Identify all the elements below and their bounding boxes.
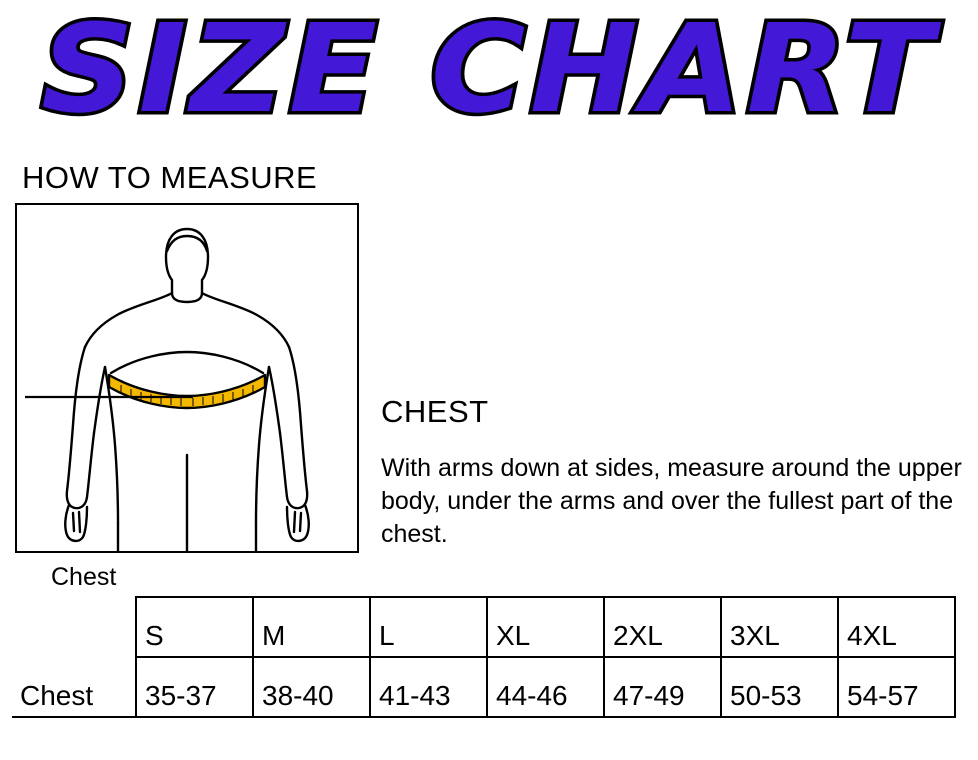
table-row [12,657,955,717]
table-row [12,597,955,657]
chest-value-m: 38-40 [253,657,370,717]
table-corner-cell [12,597,136,657]
page-title: SIZE CHART [41,0,937,140]
size-header-4xl: 4XL [838,597,955,657]
male-torso-illustration [17,205,357,551]
size-header-3xl: 3XL [721,597,838,657]
size-header-m: M [253,597,370,657]
size-header-l: L [370,597,487,657]
chest-value-l: 41-43 [370,657,487,717]
tape-measure-icon [109,375,265,408]
chest-value-3xl: 50-53 [721,657,838,717]
size-chart-table [12,596,956,718]
chest-value-4xl: 54-57 [838,657,955,717]
chest-value-xl: 44-46 [487,657,604,717]
how-to-measure-heading: HOW TO MEASURE [22,160,318,195]
chest-callout-label: Chest [51,563,117,591]
size-header-xl: XL [487,597,604,657]
size-header-2xl: 2XL [604,597,721,657]
measurement-figure-box [15,203,359,591]
description-heading: CHEST [381,394,489,429]
description-body: With arms down at sides, measure around the upper body, under the arms and over the fullest part of the chest. [381,454,962,548]
chest-value-2xl: 47-49 [604,657,721,717]
page-title-banner [0,0,978,150]
size-header-s: S [136,597,253,657]
chest-value-s: 35-37 [136,657,253,717]
row-label-chest: Chest [12,657,136,717]
